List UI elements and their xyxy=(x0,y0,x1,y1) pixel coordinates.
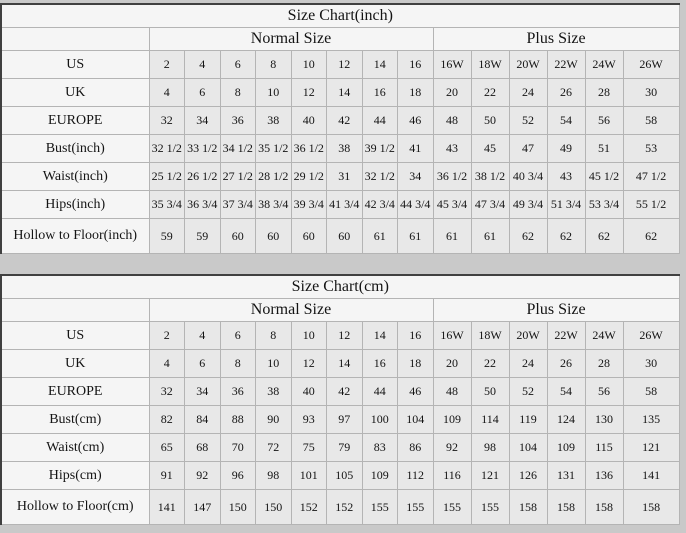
size-value-cell: 79 xyxy=(327,434,363,462)
size-value-cell: 22 xyxy=(471,79,509,107)
row-label: Hollow to Floor(inch) xyxy=(1,219,149,254)
size-value-cell: 51 xyxy=(585,135,623,163)
size-value-cell: 27 1/2 xyxy=(220,163,256,191)
size-value-cell: 34 1/2 xyxy=(220,135,256,163)
size-value-cell: 34 xyxy=(185,107,221,135)
column-group-row xyxy=(1,28,679,51)
size-value-cell: 152 xyxy=(291,490,327,525)
size-value-cell: 158 xyxy=(509,490,547,525)
size-value-cell: 98 xyxy=(256,462,292,490)
size-value-cell: 16 xyxy=(398,322,434,350)
row-label: UK xyxy=(1,350,149,378)
size-value-cell: 38 xyxy=(256,107,292,135)
size-value-cell: 46 xyxy=(398,107,434,135)
size-value-cell: 16W xyxy=(433,51,471,79)
size-value-cell: 43 xyxy=(433,135,471,163)
size-value-cell: 36 1/2 xyxy=(291,135,327,163)
size-value-cell: 16 xyxy=(362,79,398,107)
size-value-cell: 10 xyxy=(256,79,292,107)
size-value-cell: 61 xyxy=(433,219,471,254)
table-title: Size Chart(cm) xyxy=(1,275,679,299)
size-value-cell: 10 xyxy=(291,51,327,79)
size-value-cell: 22 xyxy=(471,350,509,378)
size-value-cell: 8 xyxy=(256,322,292,350)
size-value-cell: 147 xyxy=(185,490,221,525)
size-value-cell: 42 xyxy=(327,378,363,406)
table-row xyxy=(1,490,679,525)
size-value-cell: 14 xyxy=(362,51,398,79)
size-value-cell: 46 xyxy=(398,378,434,406)
size-value-cell: 18 xyxy=(398,350,434,378)
plus-size-header: Plus Size xyxy=(433,28,679,51)
size-value-cell: 92 xyxy=(433,434,471,462)
size-value-cell: 14 xyxy=(362,322,398,350)
table-row xyxy=(1,462,679,490)
size-value-cell: 136 xyxy=(585,462,623,490)
size-value-cell: 54 xyxy=(547,107,585,135)
size-value-cell: 28 xyxy=(585,79,623,107)
size-value-cell: 47 xyxy=(509,135,547,163)
size-value-cell: 93 xyxy=(291,406,327,434)
size-value-cell: 14 xyxy=(327,350,363,378)
size-value-cell: 22W xyxy=(547,322,585,350)
size-value-cell: 62 xyxy=(547,219,585,254)
row-label: Hips(cm) xyxy=(1,462,149,490)
size-value-cell: 32 xyxy=(149,378,185,406)
table-row xyxy=(1,322,679,350)
table-row xyxy=(1,135,679,163)
size-value-cell: 152 xyxy=(327,490,363,525)
size-value-cell: 124 xyxy=(547,406,585,434)
size-value-cell: 86 xyxy=(398,434,434,462)
size-value-cell: 2 xyxy=(149,51,185,79)
plus-size-header: Plus Size xyxy=(433,299,679,322)
size-value-cell: 37 3/4 xyxy=(220,191,256,219)
table-row xyxy=(1,378,679,406)
size-value-cell: 60 xyxy=(220,219,256,254)
size-value-cell: 121 xyxy=(471,462,509,490)
size-value-cell: 42 3/4 xyxy=(362,191,398,219)
size-value-cell: 130 xyxy=(585,406,623,434)
size-value-cell: 105 xyxy=(327,462,363,490)
size-value-cell: 47 1/2 xyxy=(623,163,679,191)
size-value-cell: 53 3/4 xyxy=(585,191,623,219)
size-value-cell: 59 xyxy=(185,219,221,254)
size-value-cell: 48 xyxy=(433,107,471,135)
size-value-cell: 30 xyxy=(623,79,679,107)
size-value-cell: 47 3/4 xyxy=(471,191,509,219)
size-value-cell: 35 1/2 xyxy=(256,135,292,163)
size-value-cell: 6 xyxy=(185,79,221,107)
size-value-cell: 155 xyxy=(433,490,471,525)
table-title: Size Chart(inch) xyxy=(1,4,679,28)
row-label: UK xyxy=(1,79,149,107)
size-value-cell: 44 xyxy=(362,107,398,135)
size-chart-page xyxy=(0,3,686,533)
size-value-cell: 43 xyxy=(547,163,585,191)
size-value-cell: 41 xyxy=(398,135,434,163)
table-title-row xyxy=(1,4,679,28)
size-value-cell: 8 xyxy=(256,51,292,79)
size-value-cell: 12 xyxy=(291,79,327,107)
column-group-row xyxy=(1,299,679,322)
row-label: EUROPE xyxy=(1,107,149,135)
size-value-cell: 20 xyxy=(433,350,471,378)
size-value-cell: 22W xyxy=(547,51,585,79)
size-value-cell: 10 xyxy=(256,350,292,378)
size-chart-inch-table xyxy=(0,3,680,254)
size-value-cell: 49 xyxy=(547,135,585,163)
size-value-cell: 61 xyxy=(398,219,434,254)
size-value-cell: 68 xyxy=(185,434,221,462)
size-value-cell: 50 xyxy=(471,378,509,406)
size-value-cell: 126 xyxy=(509,462,547,490)
size-value-cell: 24 xyxy=(509,350,547,378)
size-value-cell: 24 xyxy=(509,79,547,107)
size-value-cell: 60 xyxy=(327,219,363,254)
size-chart-cm-table xyxy=(0,274,680,525)
size-value-cell: 35 3/4 xyxy=(149,191,185,219)
size-value-cell: 8 xyxy=(220,79,256,107)
size-value-cell: 52 xyxy=(509,378,547,406)
size-value-cell: 116 xyxy=(433,462,471,490)
table-title-row xyxy=(1,275,679,299)
row-label: Bust(inch) xyxy=(1,135,149,163)
size-value-cell: 12 xyxy=(327,51,363,79)
size-value-cell: 32 1/2 xyxy=(362,163,398,191)
size-value-cell: 100 xyxy=(362,406,398,434)
size-value-cell: 109 xyxy=(547,434,585,462)
size-value-cell: 45 xyxy=(471,135,509,163)
size-value-cell: 59 xyxy=(149,219,185,254)
size-value-cell: 109 xyxy=(362,462,398,490)
table-row xyxy=(1,406,679,434)
size-value-cell: 28 1/2 xyxy=(256,163,292,191)
size-value-cell: 24W xyxy=(585,322,623,350)
table-row xyxy=(1,219,679,254)
size-value-cell: 16 xyxy=(398,51,434,79)
size-value-cell: 158 xyxy=(547,490,585,525)
size-value-cell: 158 xyxy=(585,490,623,525)
size-value-cell: 29 1/2 xyxy=(291,163,327,191)
size-value-cell: 121 xyxy=(623,434,679,462)
size-value-cell: 92 xyxy=(185,462,221,490)
size-value-cell: 8 xyxy=(220,350,256,378)
size-value-cell: 96 xyxy=(220,462,256,490)
size-value-cell: 56 xyxy=(585,107,623,135)
size-value-cell: 4 xyxy=(149,350,185,378)
size-value-cell: 41 3/4 xyxy=(327,191,363,219)
size-value-cell: 20W xyxy=(509,51,547,79)
size-value-cell: 158 xyxy=(623,490,679,525)
size-value-cell: 45 1/2 xyxy=(585,163,623,191)
size-value-cell: 16W xyxy=(433,322,471,350)
size-value-cell: 58 xyxy=(623,378,679,406)
size-value-cell: 50 xyxy=(471,107,509,135)
size-value-cell: 39 1/2 xyxy=(362,135,398,163)
row-label: EUROPE xyxy=(1,378,149,406)
corner-cell xyxy=(1,28,149,51)
size-value-cell: 24W xyxy=(585,51,623,79)
size-value-cell: 60 xyxy=(256,219,292,254)
size-value-cell: 40 xyxy=(291,378,327,406)
size-value-cell: 10 xyxy=(291,322,327,350)
size-value-cell: 55 1/2 xyxy=(623,191,679,219)
size-value-cell: 90 xyxy=(256,406,292,434)
table-row xyxy=(1,434,679,462)
size-value-cell: 4 xyxy=(149,79,185,107)
size-value-cell: 54 xyxy=(547,378,585,406)
size-value-cell: 39 3/4 xyxy=(291,191,327,219)
size-value-cell: 36 xyxy=(220,107,256,135)
size-value-cell: 141 xyxy=(623,462,679,490)
size-value-cell: 45 3/4 xyxy=(433,191,471,219)
row-label: US xyxy=(1,322,149,350)
size-value-cell: 40 xyxy=(291,107,327,135)
size-value-cell: 75 xyxy=(291,434,327,462)
size-value-cell: 40 3/4 xyxy=(509,163,547,191)
normal-size-header: Normal Size xyxy=(149,299,433,322)
size-value-cell: 6 xyxy=(220,322,256,350)
size-value-cell: 26 xyxy=(547,350,585,378)
size-value-cell: 36 3/4 xyxy=(185,191,221,219)
table-row xyxy=(1,191,679,219)
size-value-cell: 16 xyxy=(362,350,398,378)
size-value-cell: 4 xyxy=(185,322,221,350)
size-value-cell: 18 xyxy=(398,79,434,107)
size-value-cell: 12 xyxy=(327,322,363,350)
size-value-cell: 2 xyxy=(149,322,185,350)
size-value-cell: 84 xyxy=(185,406,221,434)
row-label: Hips(inch) xyxy=(1,191,149,219)
size-value-cell: 36 1/2 xyxy=(433,163,471,191)
size-value-cell: 36 xyxy=(220,378,256,406)
size-value-cell: 150 xyxy=(220,490,256,525)
size-value-cell: 38 xyxy=(256,378,292,406)
size-value-cell: 26W xyxy=(623,322,679,350)
size-value-cell: 32 xyxy=(149,107,185,135)
size-value-cell: 62 xyxy=(585,219,623,254)
row-label: Waist(cm) xyxy=(1,434,149,462)
normal-size-header: Normal Size xyxy=(149,28,433,51)
size-value-cell: 65 xyxy=(149,434,185,462)
size-value-cell: 52 xyxy=(509,107,547,135)
size-value-cell: 155 xyxy=(398,490,434,525)
row-label: Hollow to Floor(cm) xyxy=(1,490,149,525)
row-label: Waist(inch) xyxy=(1,163,149,191)
size-value-cell: 42 xyxy=(327,107,363,135)
size-value-cell: 150 xyxy=(256,490,292,525)
table-row xyxy=(1,79,679,107)
table-row xyxy=(1,350,679,378)
size-value-cell: 155 xyxy=(471,490,509,525)
size-value-cell: 25 1/2 xyxy=(149,163,185,191)
size-value-cell: 26W xyxy=(623,51,679,79)
size-value-cell: 44 3/4 xyxy=(398,191,434,219)
size-value-cell: 34 xyxy=(398,163,434,191)
size-value-cell: 61 xyxy=(362,219,398,254)
size-value-cell: 6 xyxy=(185,350,221,378)
size-value-cell: 155 xyxy=(362,490,398,525)
size-value-cell: 72 xyxy=(256,434,292,462)
size-value-cell: 112 xyxy=(398,462,434,490)
size-value-cell: 38 1/2 xyxy=(471,163,509,191)
size-value-cell: 88 xyxy=(220,406,256,434)
size-value-cell: 30 xyxy=(623,350,679,378)
size-value-cell: 20W xyxy=(509,322,547,350)
size-value-cell: 97 xyxy=(327,406,363,434)
size-value-cell: 61 xyxy=(471,219,509,254)
size-value-cell: 26 1/2 xyxy=(185,163,221,191)
size-value-cell: 115 xyxy=(585,434,623,462)
size-value-cell: 34 xyxy=(185,378,221,406)
size-value-cell: 31 xyxy=(327,163,363,191)
size-value-cell: 141 xyxy=(149,490,185,525)
size-value-cell: 33 1/2 xyxy=(185,135,221,163)
size-value-cell: 32 1/2 xyxy=(149,135,185,163)
size-value-cell: 58 xyxy=(623,107,679,135)
size-value-cell: 109 xyxy=(433,406,471,434)
size-value-cell: 114 xyxy=(471,406,509,434)
table-row xyxy=(1,107,679,135)
size-chart-inch-body xyxy=(1,51,679,254)
size-value-cell: 119 xyxy=(509,406,547,434)
size-value-cell: 6 xyxy=(220,51,256,79)
size-value-cell: 4 xyxy=(185,51,221,79)
size-value-cell: 104 xyxy=(509,434,547,462)
size-value-cell: 104 xyxy=(398,406,434,434)
size-value-cell: 98 xyxy=(471,434,509,462)
size-value-cell: 38 3/4 xyxy=(256,191,292,219)
size-value-cell: 56 xyxy=(585,378,623,406)
size-value-cell: 82 xyxy=(149,406,185,434)
size-value-cell: 44 xyxy=(362,378,398,406)
size-value-cell: 91 xyxy=(149,462,185,490)
size-value-cell: 18W xyxy=(471,51,509,79)
size-value-cell: 18W xyxy=(471,322,509,350)
size-value-cell: 14 xyxy=(327,79,363,107)
row-label: US xyxy=(1,51,149,79)
size-value-cell: 60 xyxy=(291,219,327,254)
size-value-cell: 49 3/4 xyxy=(509,191,547,219)
table-row xyxy=(1,51,679,79)
size-value-cell: 83 xyxy=(362,434,398,462)
size-value-cell: 135 xyxy=(623,406,679,434)
size-value-cell: 53 xyxy=(623,135,679,163)
size-value-cell: 26 xyxy=(547,79,585,107)
table-row xyxy=(1,163,679,191)
size-value-cell: 51 3/4 xyxy=(547,191,585,219)
size-value-cell: 48 xyxy=(433,378,471,406)
size-value-cell: 38 xyxy=(327,135,363,163)
corner-cell xyxy=(1,299,149,322)
size-value-cell: 101 xyxy=(291,462,327,490)
size-value-cell: 12 xyxy=(291,350,327,378)
size-value-cell: 62 xyxy=(509,219,547,254)
size-value-cell: 62 xyxy=(623,219,679,254)
size-chart-cm-body xyxy=(1,322,679,525)
size-value-cell: 28 xyxy=(585,350,623,378)
row-label: Bust(cm) xyxy=(1,406,149,434)
size-value-cell: 131 xyxy=(547,462,585,490)
size-value-cell: 20 xyxy=(433,79,471,107)
size-value-cell: 70 xyxy=(220,434,256,462)
